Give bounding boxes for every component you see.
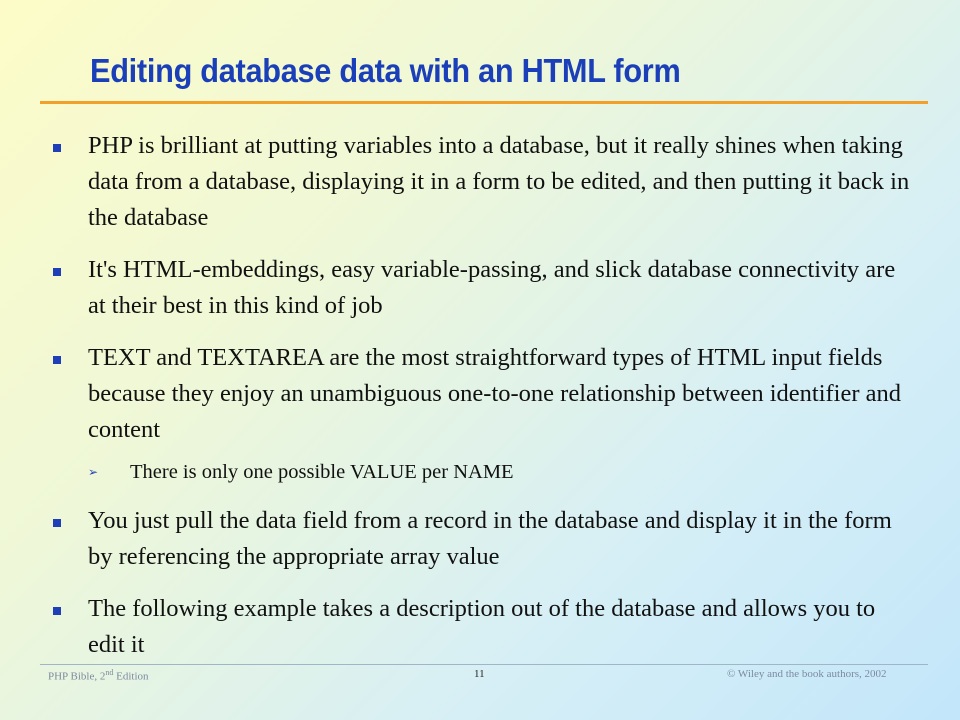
square-bullet-icon — [53, 144, 61, 152]
square-bullet-icon — [53, 268, 61, 276]
footer-copyright: © Wiley and the book authors, 2002 — [727, 668, 887, 680]
sub-bullet-text: There is only one possible VALUE per NAME — [130, 461, 514, 483]
footer-divider — [40, 664, 928, 665]
bullet-text: PHP is brilliant at putting variables into a database, but it really shines when taking data from a database, displaying it in a form to be edited, and then putting it back in the database — [88, 132, 910, 231]
square-bullet-icon — [53, 356, 61, 364]
bullet-item — [50, 340, 910, 448]
title-underline — [40, 101, 928, 104]
bullet-item — [50, 503, 910, 575]
bullet-text: You just pull the data field from a record in the database and display it in the form by referencing the appropriate array value — [88, 507, 892, 570]
footer-book-title: PHP Bible, 2nd Edition — [48, 668, 149, 683]
bullet-text: It's HTML-embeddings, easy variable-passing, and slick database connectivity are at their best in this kind of job — [88, 256, 896, 319]
bullet-text: TEXT and TEXTAREA are the most straightforward types of HTML input fields because they enjoy an unambiguous one-to-one relationship between identifier and content — [88, 344, 901, 443]
slide-title: Editing database data with an HTML form — [90, 52, 681, 89]
page-number: 11 — [474, 668, 485, 680]
bullet-item — [50, 128, 910, 236]
square-bullet-icon — [53, 519, 61, 527]
square-bullet-icon — [53, 607, 61, 615]
bullet-text: The following example takes a description out of the database and allows you to edit it — [88, 595, 876, 658]
bullet-list — [50, 128, 910, 679]
bullet-item — [50, 591, 910, 663]
bullet-item — [50, 252, 910, 324]
sub-bullet-item — [50, 457, 910, 487]
arrowhead-bullet-icon: ➢ — [88, 465, 99, 479]
